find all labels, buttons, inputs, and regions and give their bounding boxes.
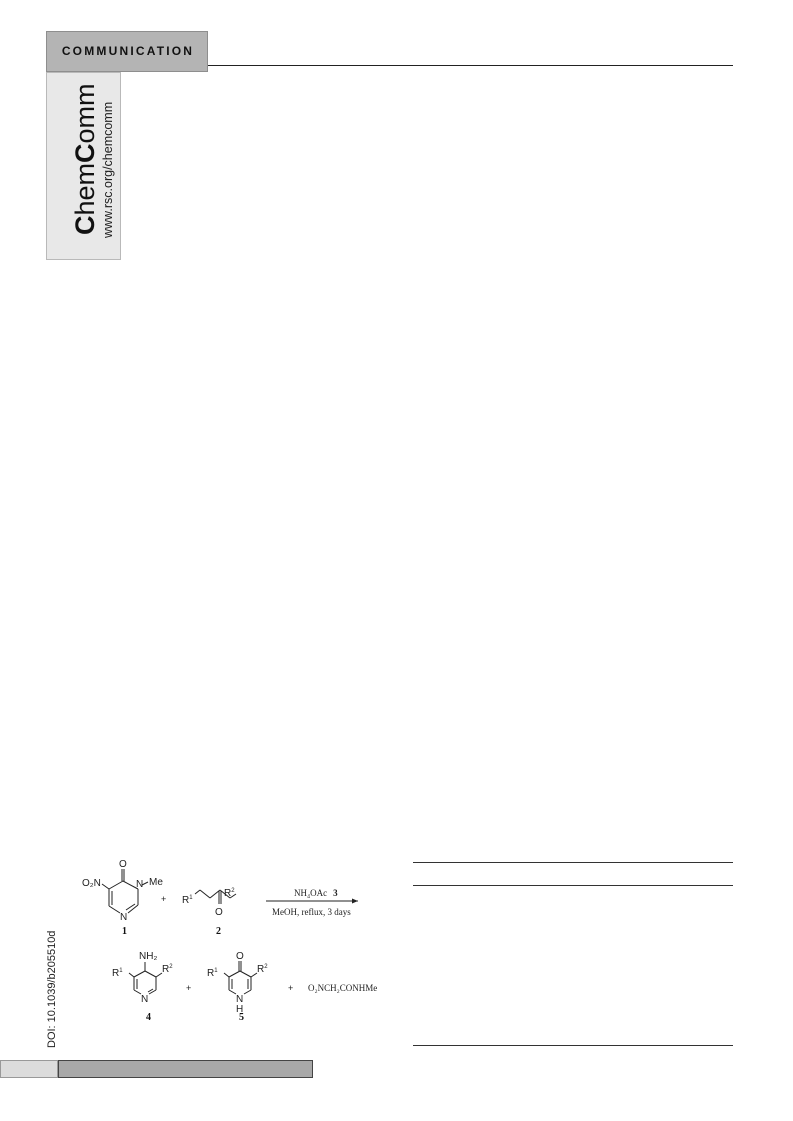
compound-1-structure: [82, 859, 163, 937]
ketone-oxygen: O: [215, 907, 223, 918]
plus-sign: +: [288, 983, 294, 993]
compound-4-structure: [112, 951, 173, 1022]
byproduct-label: O₂NCH₂CONHMe: [308, 983, 378, 993]
section-label: COMMUNICATION: [61, 44, 195, 58]
r2-label: $R^2$: [257, 964, 268, 975]
ring-n-label: N: [141, 994, 149, 1005]
footer-bar-light: [0, 1060, 58, 1078]
compound-2-label: 2: [216, 926, 221, 937]
plus-sign: +: [161, 894, 167, 904]
reagent-top: NH₄OAc 3: [294, 888, 338, 898]
chemcomm-logo: [47, 73, 122, 261]
compound-1-label: 1: [122, 926, 127, 937]
compound-5-label: 5: [239, 1012, 244, 1022]
table-top-rule: [413, 862, 733, 863]
ring-n-label: N: [236, 994, 244, 1005]
nitro-label: O₂N: [82, 878, 101, 889]
plus-sign: +: [186, 983, 192, 993]
footer-bar-dark: [58, 1060, 313, 1078]
logo-text-omm: omm: [70, 83, 100, 144]
r1-label: $R^1$: [207, 968, 218, 979]
journal-url: www.rsc.org/chemcomm: [101, 101, 115, 238]
journal-sidebar: [46, 72, 121, 260]
reagent-bottom: MeOH, reflux, 3 days: [272, 907, 351, 917]
ring-n-label: N: [120, 912, 128, 923]
logo-letter-c2: C: [70, 143, 100, 163]
section-tab: [46, 31, 208, 72]
reaction-arrow: [266, 888, 358, 917]
header-rule: [208, 65, 733, 66]
methyl-label: Me: [149, 877, 163, 888]
compound-5-structure: [207, 951, 268, 1022]
table-header-rule: [413, 885, 733, 886]
doi-text: DOI: 10.1039/b205510d: [46, 930, 58, 1048]
ring-h-label: H: [236, 1004, 244, 1015]
compound-2-structure: [182, 888, 236, 937]
r1-label: $R^1$: [112, 968, 123, 979]
r2-label: $R^2$: [162, 964, 173, 975]
ring-n-label: N: [136, 879, 144, 890]
oxo-label: O: [119, 859, 127, 870]
logo-text-hem: hem: [70, 162, 100, 216]
reaction-scheme: [76, 852, 396, 1022]
oxo-label: O: [236, 951, 244, 962]
r1-label: $R^1$: [182, 895, 193, 906]
r2-label: $R^2$: [224, 888, 235, 899]
compound-4-label: 4: [146, 1012, 151, 1022]
svg-text:ChemComm: [70, 83, 100, 235]
logo-letter-c1: C: [70, 215, 100, 235]
table-bottom-rule: [413, 1045, 733, 1046]
amino-label: NH₂: [139, 951, 158, 962]
